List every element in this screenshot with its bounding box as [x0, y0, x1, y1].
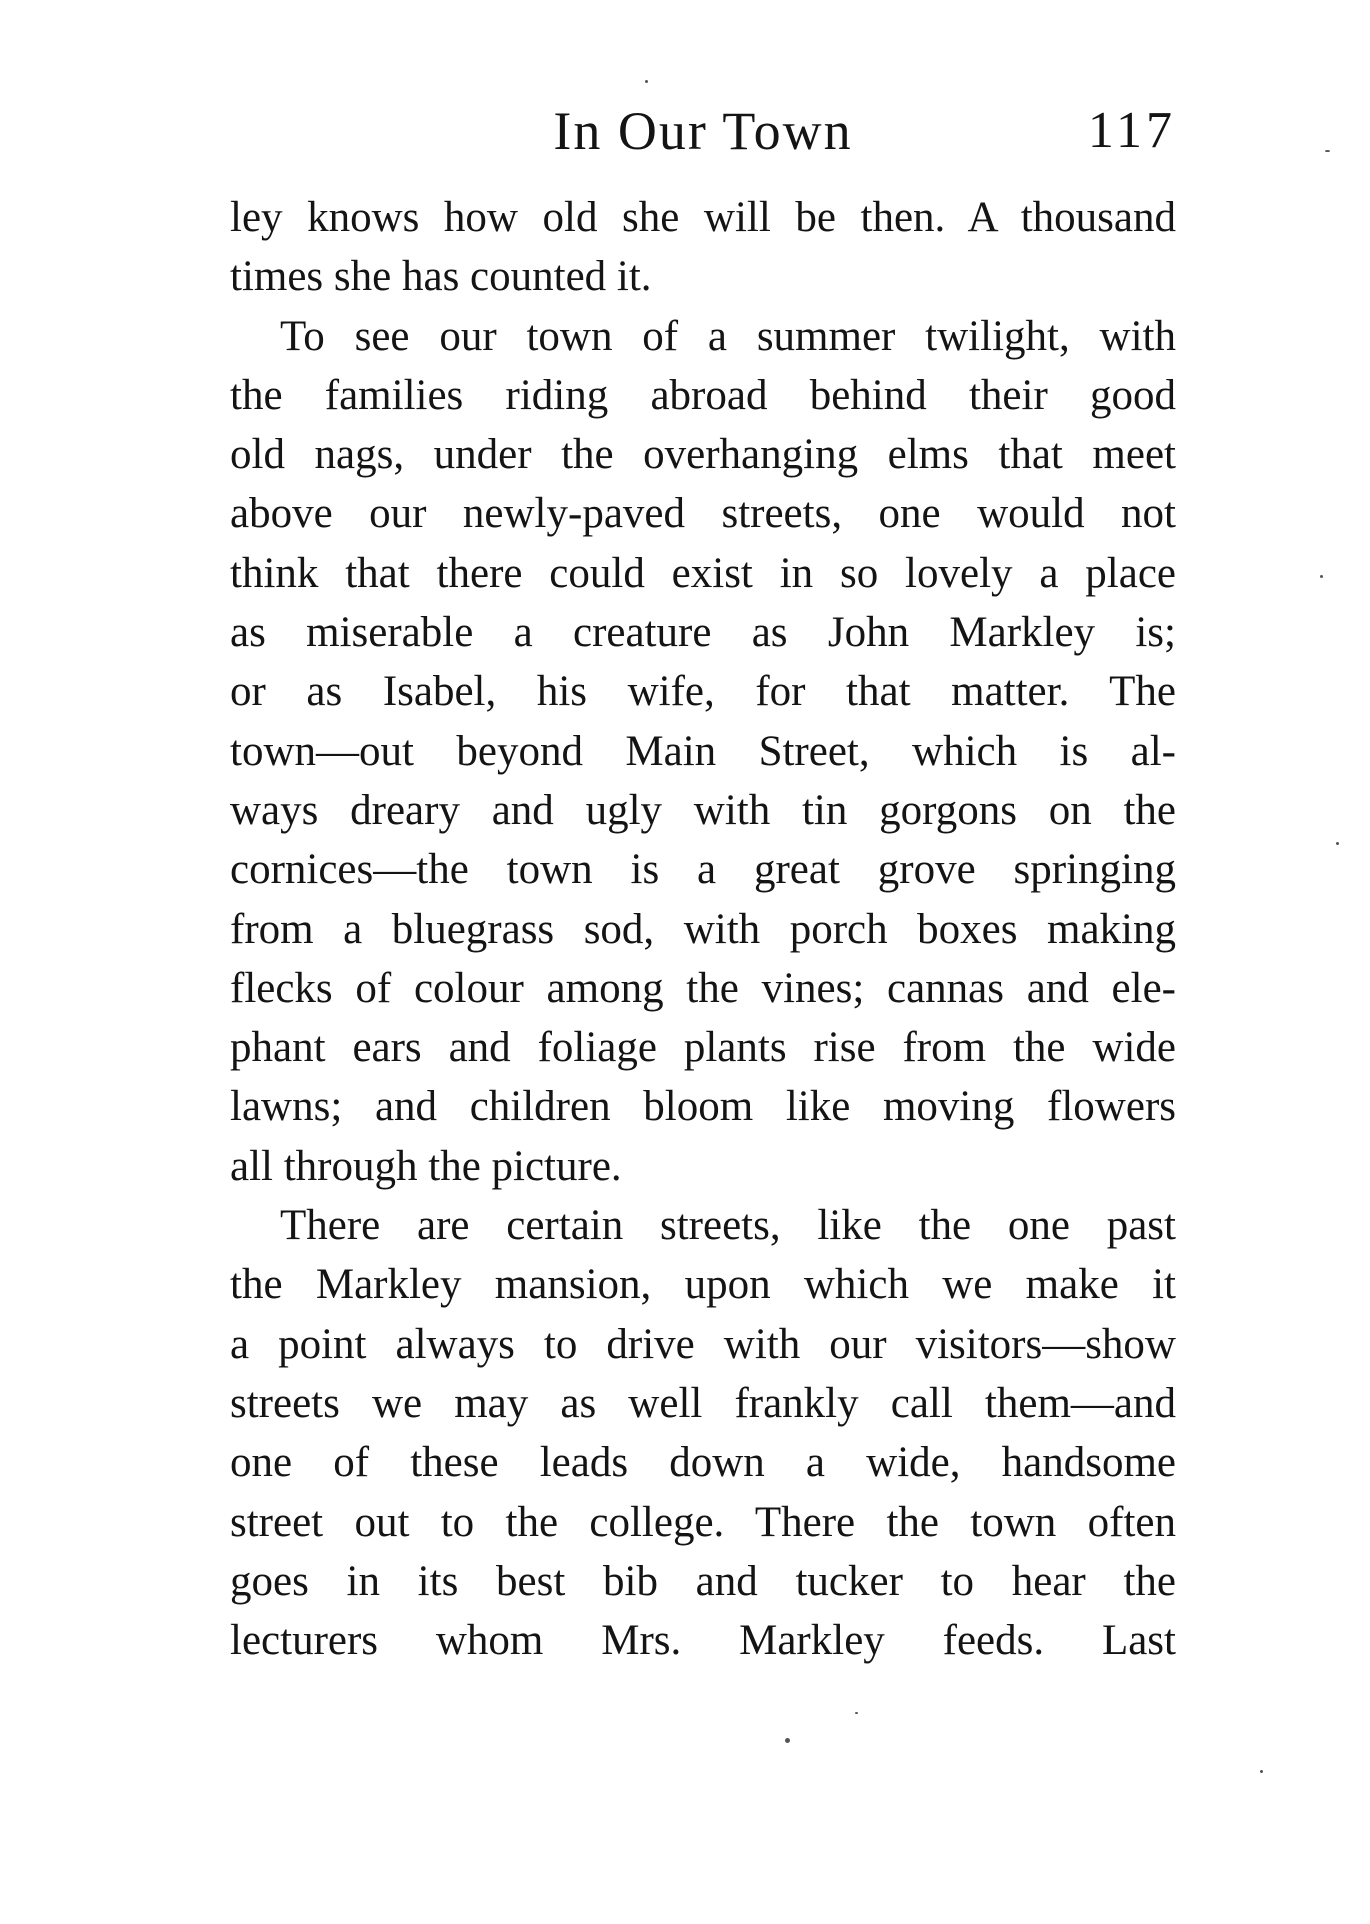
- text-line: street out to the college. There the town often: [230, 1498, 1176, 1546]
- text-line: one of these leads down a wide, handsome: [230, 1439, 1176, 1487]
- scan-speck: [645, 80, 648, 83]
- scan-speck: [1320, 575, 1323, 578]
- scan-speck: [1325, 150, 1330, 152]
- scan-speck: [785, 1738, 790, 1743]
- text-line: above our newly-paved streets, one would not: [230, 490, 1176, 538]
- scan-speck: [1336, 842, 1339, 845]
- text-line: cornices—the town is a great grove springing: [230, 846, 1176, 894]
- text-line: from a bluegrass sod, with porch boxes making: [230, 905, 1176, 953]
- running-head: [230, 96, 1176, 166]
- text-line: There are certain streets, like the one past: [280, 1202, 1176, 1250]
- scan-speck: [855, 1712, 858, 1714]
- text-line: town—out beyond Main Street, which is al-: [230, 727, 1176, 775]
- text-line: as miserable a creature as John Markley is;: [230, 609, 1176, 657]
- text-line: goes in its best bib and tucker to hear the: [230, 1557, 1176, 1605]
- text-line: lawns; and children bloom like moving flowers: [230, 1083, 1176, 1131]
- text-line: all through the picture.: [230, 1142, 622, 1190]
- text-line: flecks of colour among the vines; cannas and ele-: [230, 964, 1176, 1012]
- text-line: To see our town of a summer twilight, with: [280, 312, 1176, 360]
- text-line: streets we may as well frankly call them—and: [230, 1379, 1176, 1427]
- text-line: the families riding abroad behind their good: [230, 371, 1176, 419]
- text-line: the Markley mansion, upon which we make it: [230, 1261, 1176, 1309]
- text-line: ley knows how old she will be then. A thousand: [230, 194, 1176, 241]
- text-line: phant ears and foliage plants rise from the wide: [230, 1024, 1176, 1072]
- text-line: lecturers whom Mrs. Markley feeds. Last: [230, 1617, 1176, 1665]
- text-line: a point always to drive with our visitors—show: [230, 1320, 1176, 1368]
- text-line: ways dreary and ugly with tin gorgons on the: [230, 786, 1176, 834]
- body-text: [230, 188, 1176, 1670]
- text-line: think that there could exist in so lovely a place: [230, 549, 1176, 597]
- running-title: In Our Town: [553, 101, 853, 161]
- text-line: times she has counted it.: [230, 253, 652, 301]
- scan-speck: [1260, 1770, 1263, 1773]
- text-line: or as Isabel, his wife, for that matter. The: [230, 668, 1176, 716]
- text-line: old nags, under the overhanging elms that meet: [230, 431, 1176, 479]
- page-number: 117: [1087, 102, 1176, 159]
